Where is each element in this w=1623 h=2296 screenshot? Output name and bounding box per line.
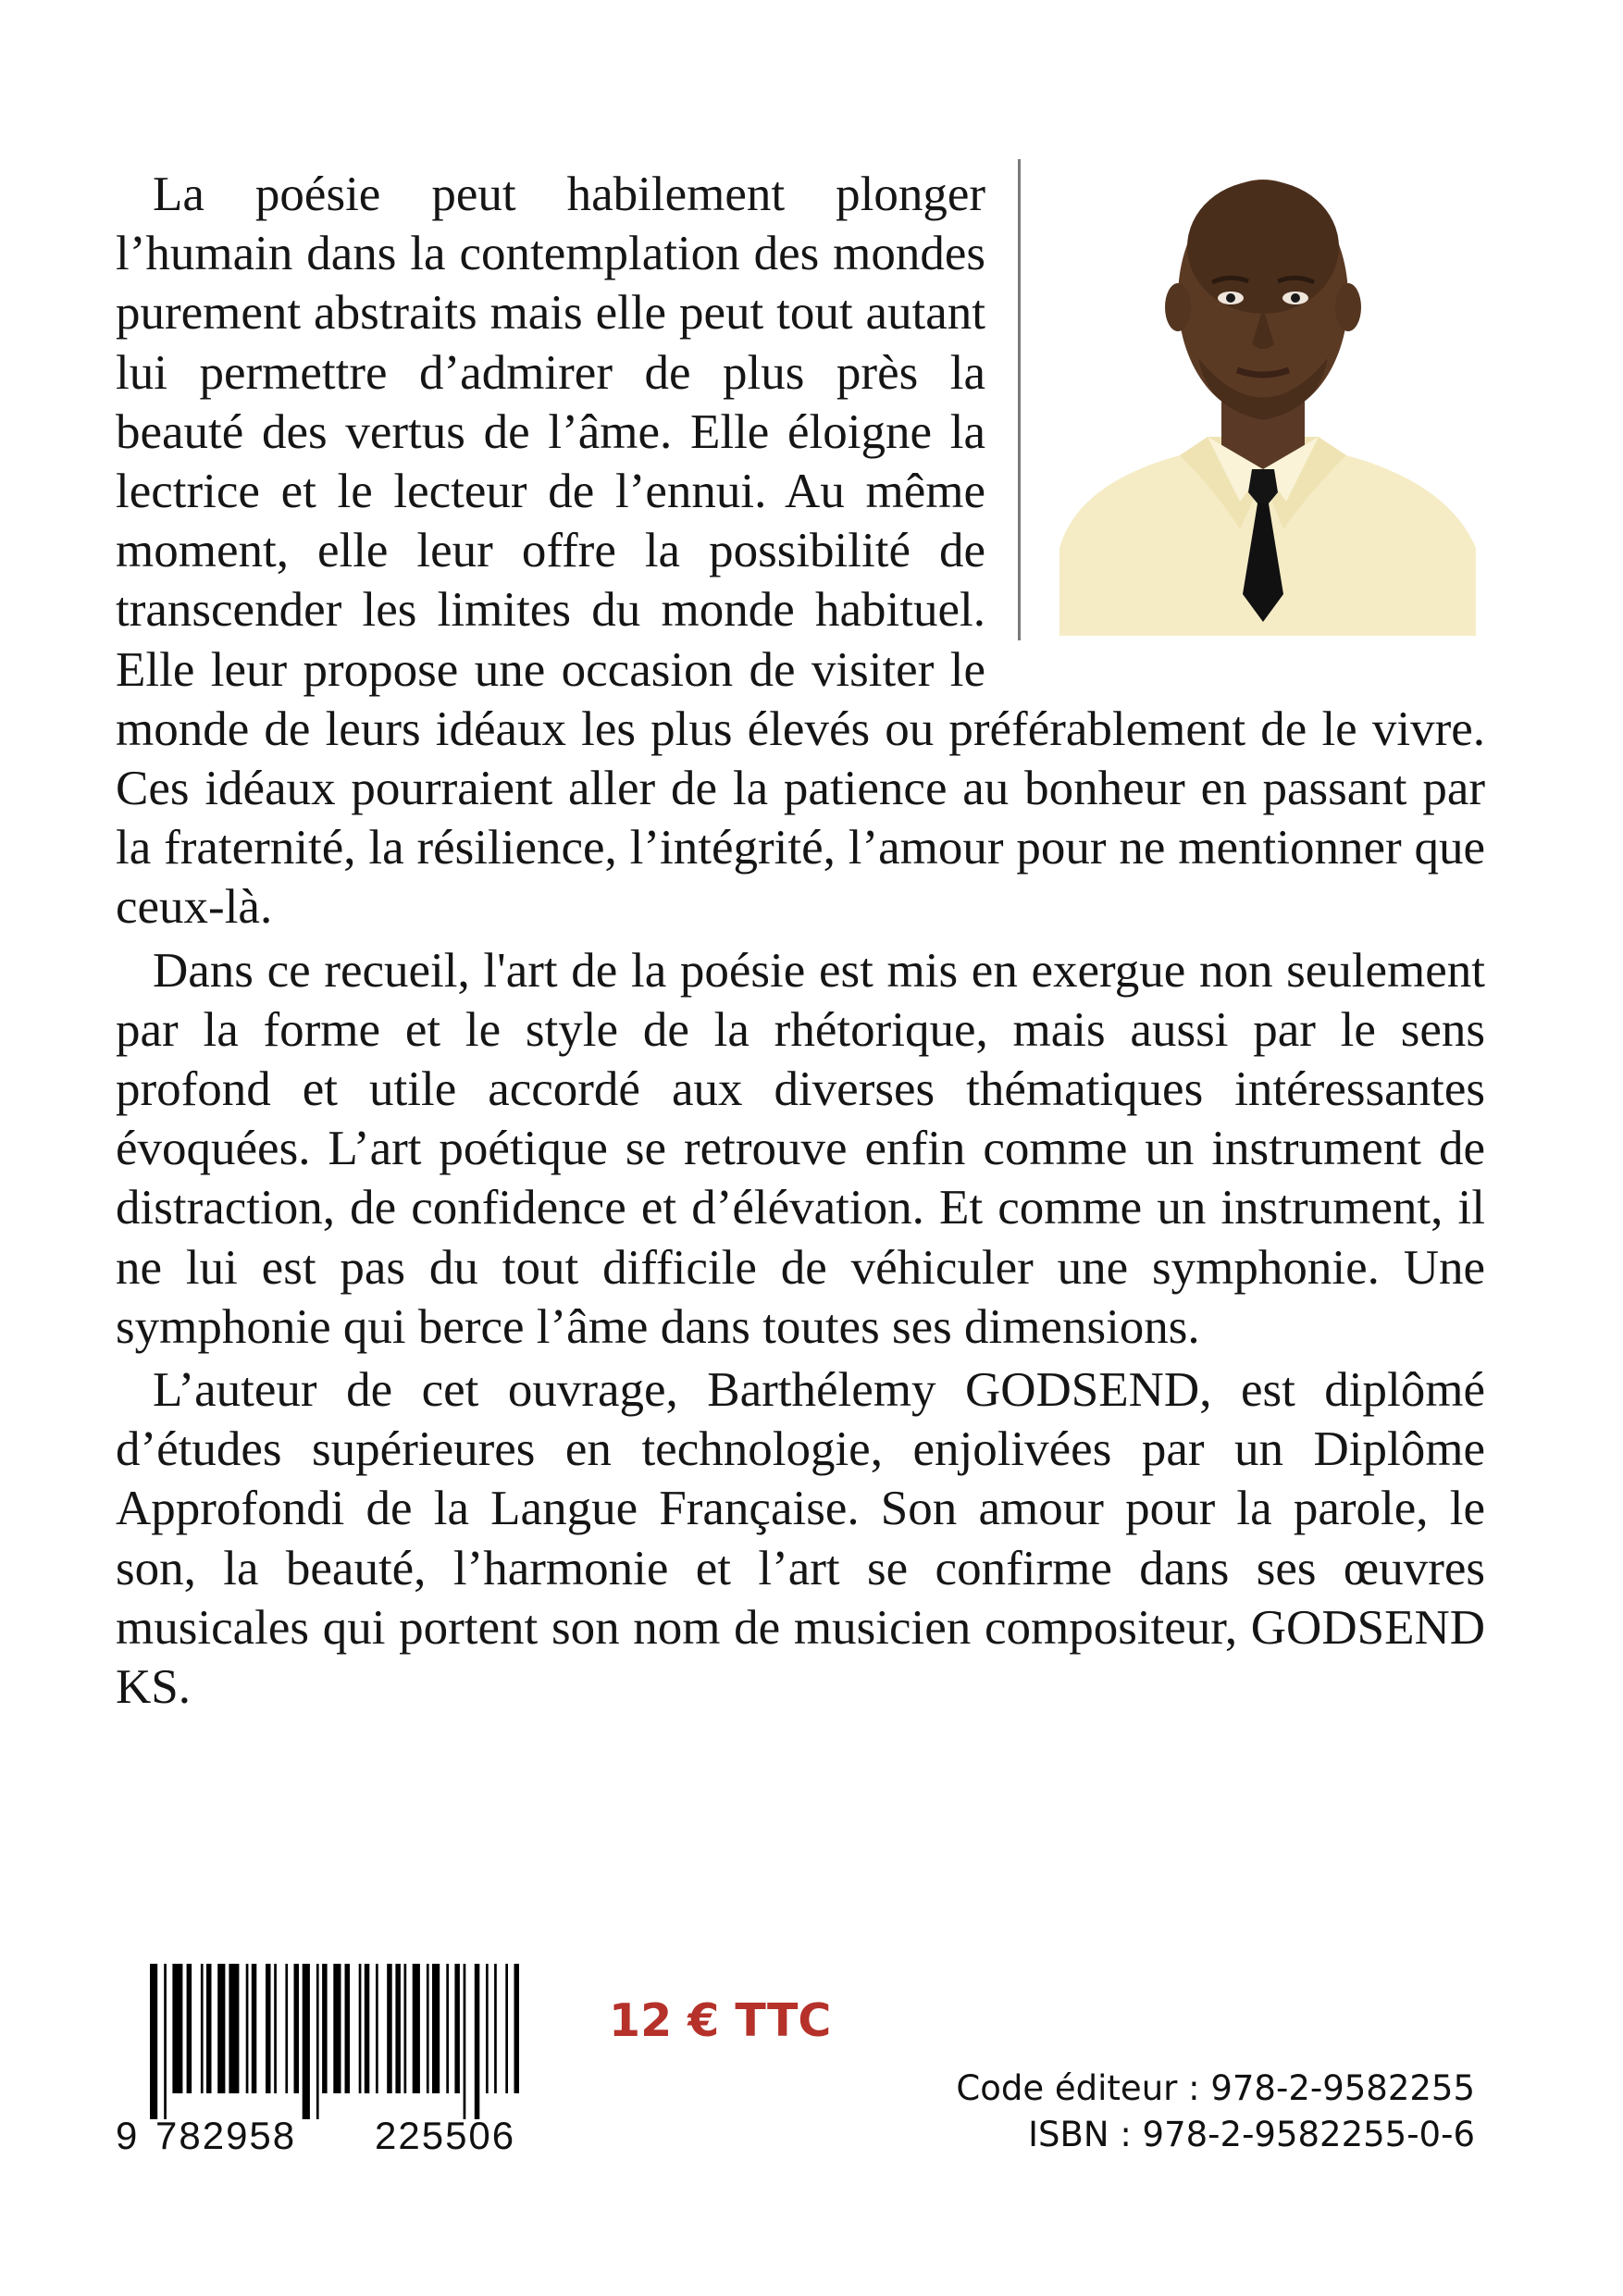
barcode-bar: [217, 1964, 225, 2093]
barcode-guard-bar: [303, 1964, 310, 2119]
barcode-bars: [150, 1964, 566, 2119]
publisher-codes: [956, 2066, 1475, 2158]
photo-divider-line: [1018, 159, 1021, 640]
barcode-bar: [274, 1964, 277, 2093]
barcode-bar: [427, 1964, 429, 2093]
isbn-number: ISBN : 978-2-9582255-0-6: [1028, 2115, 1475, 2154]
barcode-bar: [365, 1964, 370, 2093]
barcode-bar: [404, 1964, 407, 2093]
barcode-digits-left: 782958: [155, 2114, 297, 2157]
barcode-bar: [446, 1964, 449, 2093]
barcode-bar: [333, 1964, 341, 2093]
barcode-digits-right: 225506: [375, 2114, 516, 2157]
barcode-bar: [432, 1964, 440, 2093]
barcode-bar: [505, 1964, 508, 2093]
photo-spacer: [1004, 165, 1485, 669]
barcode-bar: [187, 1964, 192, 2093]
barcode-bar: [494, 1964, 497, 2093]
barcode-bar: [376, 1964, 378, 2093]
barcode-bar: [201, 1964, 204, 2093]
barcode-bar: [206, 1964, 212, 2093]
barcode-bar: [229, 1964, 239, 2093]
barcode-guard-bar: [316, 1964, 319, 2119]
barcode-bar: [322, 1964, 328, 2093]
barcode-bar: [246, 1964, 249, 2093]
isbn-barcode: [116, 1964, 569, 2157]
barcode-bar: [359, 1964, 362, 2093]
barcode-bar: [486, 1964, 489, 2093]
barcode-digits: [116, 2114, 569, 2155]
barcode-bar: [345, 1964, 351, 2093]
barcode-guard-bar: [475, 1964, 480, 2119]
barcode-guard-bar: [150, 1964, 157, 2119]
author-bio-paragraph: L’auteur de cet ouvrage, Barthélemy GODSEND, est diplômé d’études supérieures en technologie, enjolivées par un Diplôme Approfondi de la Langue Française. Son amour pour la parole, le son, la beauté, l’harmonie et l’art se confirme dans ses œuvres musicales qui portent son nom de musicien compositeur, GODSEND KS.: [116, 1363, 1485, 1715]
collection-paragraph: Dans ce recueil, l'art de la poésie est mis en exergue non seulement par la forme et le style de la rhétorique, mais aussi par le sens profond et utile accordé aux diverses thématiques intéressantes évoquées. L’art poétique se retrouve enfin comme un instrument de distraction, de confidence et d’élévation. Et comme un instrument, il ne lui est pas du tout difficile de véhiculer une symphonie. Une symphonie qui berce l’âme dans toutes ses dimensions.: [116, 943, 1485, 1354]
barcode-bar: [285, 1964, 288, 2093]
barcode-bar: [514, 1964, 520, 2093]
barcode-digit-first: 9: [116, 2114, 138, 2157]
barcode-bar: [387, 1964, 392, 2093]
barcode-bar: [252, 1964, 257, 2093]
barcode-bar: [294, 1964, 300, 2093]
barcode-bar: [395, 1964, 401, 2093]
barcode-guard-bar: [464, 1964, 466, 2119]
intro-paragraph: La poésie peut habilement plonger l’humain dans la contemplation des mondes purement abstraits mais elle peut tout autant lui permettre d’admirer de plus près la beauté des vertus de l’âme. Elle éloigne la lectrice et le lecteur de l’ennui. Au même moment, elle leur offre la possibilité de transcender les limites du monde habituel. Elle leur propose une occasion de visiter le monde de leurs idéaux les plus élevés ou préférablement de le vivre. Ces idéaux pourraient aller de la patience au bonheur en passant par la fraternité, la résilience, l’intégrité, l’amour pour ne mentionner que ceux-là.: [116, 168, 1485, 935]
barcode-bar: [266, 1964, 271, 2093]
price-label: 12 € TTC: [609, 1994, 832, 2047]
barcode-bar: [172, 1964, 182, 2093]
publisher-code: Code éditeur : 978-2-9582255: [956, 2068, 1475, 2108]
barcode-bar: [454, 1964, 460, 2093]
barcode-guard-bar: [164, 1964, 167, 2119]
barcode-bar: [413, 1964, 420, 2093]
back-cover-text: [116, 165, 1485, 1720]
